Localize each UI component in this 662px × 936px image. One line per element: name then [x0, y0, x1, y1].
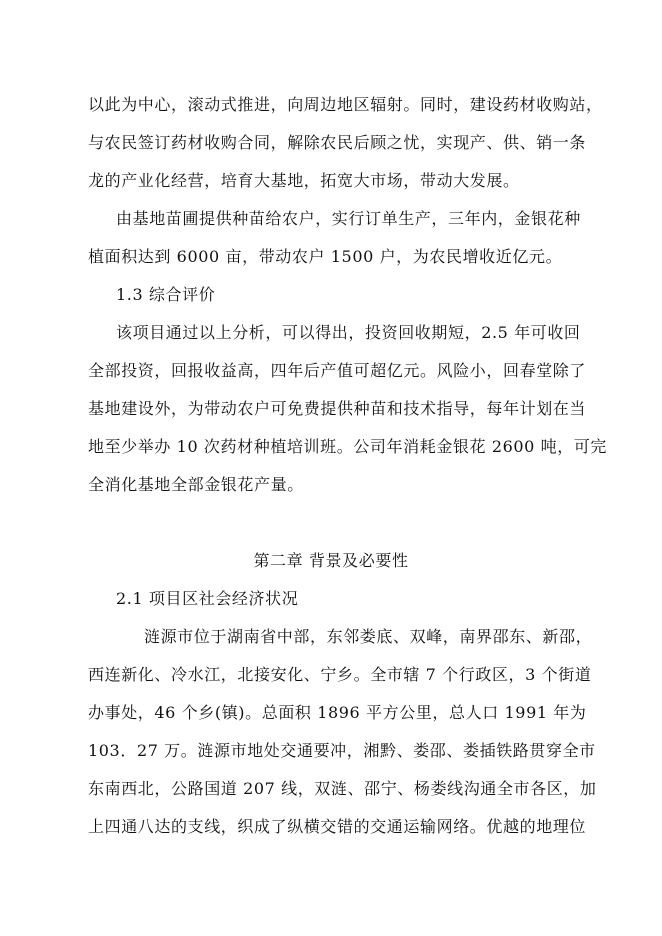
paragraph-3-line-3: 基地建设外，为带动农户可免费提供种苗和技术指导，每年计划在当 [88, 399, 587, 418]
section-1-3-heading: 1.3 综合评价 [116, 285, 216, 304]
paragraph-3-line-5: 全消化基地全部金银花产量。 [88, 475, 304, 494]
paragraph-3-line-1: 该项目通过以上分析，可以得出，投资回收期短，2.5 年可收回 [116, 323, 581, 342]
paragraph-4-line-6: 上四通八达的支线，织成了纵横交错的交通运输网络。优越的地理位 [88, 817, 587, 836]
paragraph-3-line-4: 地至少举办 10 次药材种植培训班。公司年消耗金银花 2600 吨，可完 [88, 437, 608, 456]
paragraph-4-line-1: 涟源市位于湖南省中部，东邻娄底、双峰，南界邵东、新邵， [144, 627, 593, 646]
paragraph-4-line-2: 西连新化、冷水江，北接安化、宁乡。全市辖 7 个行政区，3 个街道 [88, 665, 592, 684]
paragraph-2-line-2: 植面积达到 6000 亩，带动农户 1500 户，为农民增收近亿元。 [88, 247, 563, 266]
paragraph-1-line-2: 与农民签订药材收购合同，解除农民后顾之忧，实现产、供、销一条 [88, 133, 587, 152]
paragraph-4-line-5: 东南西北，公路国道 207 线，双涟、邵宁、杨娄线沟通全市各区，加 [88, 779, 597, 798]
paragraph-1-line-3: 龙的产业化经营，培育大基地，拓宽大市场，带动大发展。 [88, 171, 520, 190]
chapter-2-heading: 第二章 背景及必要性 [253, 551, 409, 570]
paragraph-3-line-2: 全部投资，回报收益高，四年后产值可超亿元。风险小，回春堂除了 [88, 361, 587, 380]
paragraph-4-line-3: 办事处，46 个乡(镇)。总面积 1896 平方公里，总人口 1991 年为 [88, 703, 587, 722]
paragraph-4-line-4: 103．27 万。涟源市地处交通要冲，湘黔、娄邵、娄插铁路贯穿全市 [88, 741, 596, 760]
paragraph-1-line-1: 以此为中心，滚动式推进，向周边地区辐射。同时，建设药材收购站， [88, 95, 603, 114]
paragraph-2-line-1: 由基地苗圃提供种苗给农户，实行订单生产，三年内，金银花种 [116, 209, 581, 228]
section-2-1-heading: 2.1 项目区社会经济状况 [116, 589, 299, 608]
